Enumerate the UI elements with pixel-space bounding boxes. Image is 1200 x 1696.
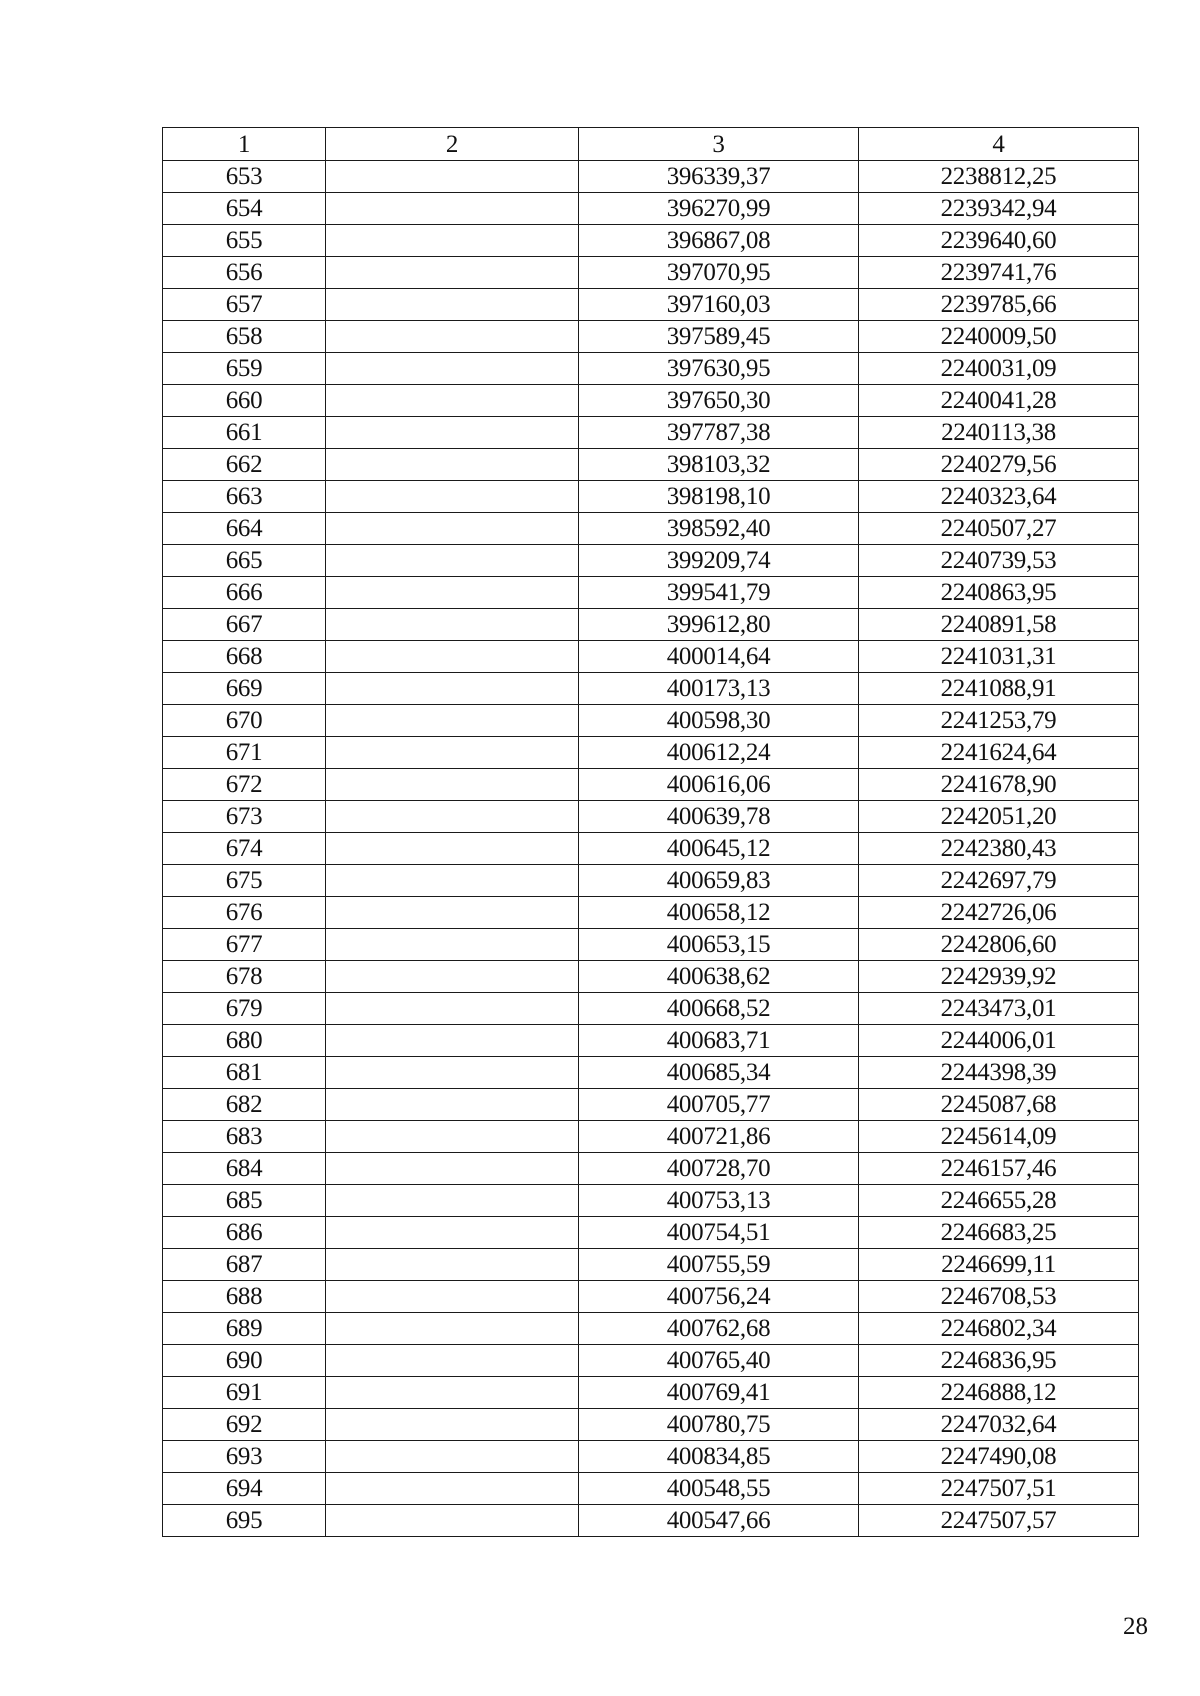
y-coordinate-cell: 2244398,39 [859,1057,1139,1089]
empty-cell [326,865,579,897]
empty-cell [326,1025,579,1057]
empty-cell [326,929,579,961]
table-row [163,161,1139,193]
point-number-cell: 667 [163,609,326,641]
point-number-cell: 688 [163,1281,326,1313]
y-coordinate-cell: 2241253,79 [859,705,1139,737]
empty-cell [326,1441,579,1473]
x-coordinate-cell: 400721,86 [579,1121,859,1153]
empty-cell [326,1057,579,1089]
table-row [163,609,1139,641]
x-coordinate-cell: 400753,13 [579,1185,859,1217]
table-row [163,801,1139,833]
table-row [163,577,1139,609]
x-coordinate-cell: 397787,38 [579,417,859,449]
table-row [163,385,1139,417]
y-coordinate-cell: 2246699,11 [859,1249,1139,1281]
x-coordinate-cell: 400754,51 [579,1217,859,1249]
point-number-cell: 654 [163,193,326,225]
table-row [163,1313,1139,1345]
point-number-cell: 660 [163,385,326,417]
point-number-cell: 694 [163,1473,326,1505]
point-number-cell: 695 [163,1505,326,1537]
y-coordinate-cell: 2240279,56 [859,449,1139,481]
table-row [163,481,1139,513]
y-coordinate-cell: 2246157,46 [859,1153,1139,1185]
x-coordinate-cell: 400755,59 [579,1249,859,1281]
empty-cell [326,833,579,865]
table-row [163,833,1139,865]
empty-cell [326,481,579,513]
y-coordinate-cell: 2247032,64 [859,1409,1139,1441]
x-coordinate-cell: 400612,24 [579,737,859,769]
y-coordinate-cell: 2246683,25 [859,1217,1139,1249]
empty-cell [326,385,579,417]
y-coordinate-cell: 2241088,91 [859,673,1139,705]
empty-cell [326,289,579,321]
table-row [163,1505,1139,1537]
x-coordinate-cell: 400173,13 [579,673,859,705]
table-row [163,353,1139,385]
table-row [163,513,1139,545]
empty-cell [326,225,579,257]
table-row [163,641,1139,673]
empty-cell [326,1313,579,1345]
table-row [163,257,1139,289]
point-number-cell: 686 [163,1217,326,1249]
y-coordinate-cell: 2246836,95 [859,1345,1139,1377]
y-coordinate-cell: 2239741,76 [859,257,1139,289]
column-header-1: 1 [163,128,326,161]
point-number-cell: 665 [163,545,326,577]
x-coordinate-cell: 400668,52 [579,993,859,1025]
point-number-cell: 679 [163,993,326,1025]
point-number-cell: 690 [163,1345,326,1377]
x-coordinate-cell: 400638,62 [579,961,859,993]
empty-cell [326,1249,579,1281]
x-coordinate-cell: 400645,12 [579,833,859,865]
table-row [163,1089,1139,1121]
x-coordinate-cell: 400756,24 [579,1281,859,1313]
x-coordinate-cell: 400659,83 [579,865,859,897]
y-coordinate-cell: 2242939,92 [859,961,1139,993]
table-row [163,1121,1139,1153]
empty-cell [326,257,579,289]
point-number-cell: 674 [163,833,326,865]
table-row [163,929,1139,961]
table-row [163,449,1139,481]
point-number-cell: 693 [163,1441,326,1473]
point-number-cell: 685 [163,1185,326,1217]
y-coordinate-cell: 2240009,50 [859,321,1139,353]
empty-cell [326,417,579,449]
empty-cell [326,705,579,737]
table-row [163,673,1139,705]
x-coordinate-cell: 398198,10 [579,481,859,513]
point-number-cell: 684 [163,1153,326,1185]
empty-cell [326,673,579,705]
empty-cell [326,1345,579,1377]
y-coordinate-cell: 2240323,64 [859,481,1139,513]
empty-cell [326,577,579,609]
y-coordinate-cell: 2245614,09 [859,1121,1139,1153]
y-coordinate-cell: 2239640,60 [859,225,1139,257]
empty-cell [326,545,579,577]
point-number-cell: 673 [163,801,326,833]
table-row [163,1377,1139,1409]
x-coordinate-cell: 400769,41 [579,1377,859,1409]
y-coordinate-cell: 2247490,08 [859,1441,1139,1473]
x-coordinate-cell: 400639,78 [579,801,859,833]
point-number-cell: 658 [163,321,326,353]
x-coordinate-cell: 396867,08 [579,225,859,257]
y-coordinate-cell: 2242697,79 [859,865,1139,897]
empty-cell [326,1377,579,1409]
y-coordinate-cell: 2240891,58 [859,609,1139,641]
y-coordinate-cell: 2243473,01 [859,993,1139,1025]
y-coordinate-cell: 2242726,06 [859,897,1139,929]
empty-cell [326,737,579,769]
point-number-cell: 671 [163,737,326,769]
y-coordinate-cell: 2240507,27 [859,513,1139,545]
table-row [163,1025,1139,1057]
y-coordinate-cell: 2240739,53 [859,545,1139,577]
empty-cell [326,1185,579,1217]
empty-cell [326,769,579,801]
table-body [163,161,1139,1537]
point-number-cell: 677 [163,929,326,961]
y-coordinate-cell: 2240113,38 [859,417,1139,449]
x-coordinate-cell: 397630,95 [579,353,859,385]
x-coordinate-cell: 397070,95 [579,257,859,289]
column-header-2: 2 [326,128,579,161]
table-row [163,1057,1139,1089]
table-row [163,737,1139,769]
y-coordinate-cell: 2240031,09 [859,353,1139,385]
x-coordinate-cell: 400598,30 [579,705,859,737]
table-row [163,545,1139,577]
column-header-3: 3 [579,128,859,161]
table-row [163,1153,1139,1185]
table-row [163,417,1139,449]
x-coordinate-cell: 400765,40 [579,1345,859,1377]
x-coordinate-cell: 396339,37 [579,161,859,193]
point-number-cell: 687 [163,1249,326,1281]
y-coordinate-cell: 2241678,90 [859,769,1139,801]
table-row [163,1185,1139,1217]
point-number-cell: 662 [163,449,326,481]
table-row [163,1345,1139,1377]
table-row [163,225,1139,257]
table-row [163,321,1139,353]
empty-cell [326,513,579,545]
y-coordinate-cell: 2241624,64 [859,737,1139,769]
table-row [163,1217,1139,1249]
point-number-cell: 670 [163,705,326,737]
table-row [163,993,1139,1025]
y-coordinate-cell: 2242051,20 [859,801,1139,833]
y-coordinate-cell: 2245087,68 [859,1089,1139,1121]
table-row [163,961,1139,993]
y-coordinate-cell: 2246655,28 [859,1185,1139,1217]
point-number-cell: 659 [163,353,326,385]
x-coordinate-cell: 397589,45 [579,321,859,353]
x-coordinate-cell: 400762,68 [579,1313,859,1345]
table-row [163,1409,1139,1441]
x-coordinate-cell: 399541,79 [579,577,859,609]
x-coordinate-cell: 400685,34 [579,1057,859,1089]
point-number-cell: 691 [163,1377,326,1409]
table-header [163,128,1139,161]
x-coordinate-cell: 400780,75 [579,1409,859,1441]
empty-cell [326,193,579,225]
point-number-cell: 692 [163,1409,326,1441]
page-number: 28 [1123,1613,1148,1640]
empty-cell [326,1217,579,1249]
empty-cell [326,1505,579,1537]
point-number-cell: 681 [163,1057,326,1089]
table-row [163,897,1139,929]
point-number-cell: 661 [163,417,326,449]
y-coordinate-cell: 2247507,51 [859,1473,1139,1505]
x-coordinate-cell: 399209,74 [579,545,859,577]
x-coordinate-cell: 400658,12 [579,897,859,929]
empty-cell [326,801,579,833]
point-number-cell: 656 [163,257,326,289]
y-coordinate-cell: 2238812,25 [859,161,1139,193]
table-row [163,705,1139,737]
empty-cell [326,353,579,385]
y-coordinate-cell: 2240041,28 [859,385,1139,417]
y-coordinate-cell: 2241031,31 [859,641,1139,673]
point-number-cell: 680 [163,1025,326,1057]
y-coordinate-cell: 2246708,53 [859,1281,1139,1313]
point-number-cell: 682 [163,1089,326,1121]
x-coordinate-cell: 400683,71 [579,1025,859,1057]
x-coordinate-cell: 397160,03 [579,289,859,321]
x-coordinate-cell: 400834,85 [579,1441,859,1473]
empty-cell [326,1473,579,1505]
point-number-cell: 663 [163,481,326,513]
point-number-cell: 676 [163,897,326,929]
empty-cell [326,1153,579,1185]
point-number-cell: 675 [163,865,326,897]
x-coordinate-cell: 400653,15 [579,929,859,961]
empty-cell [326,961,579,993]
x-coordinate-cell: 400547,66 [579,1505,859,1537]
coordinates-table [162,127,1139,1537]
point-number-cell: 668 [163,641,326,673]
x-coordinate-cell: 398592,40 [579,513,859,545]
y-coordinate-cell: 2246802,34 [859,1313,1139,1345]
x-coordinate-cell: 396270,99 [579,193,859,225]
point-number-cell: 672 [163,769,326,801]
point-number-cell: 689 [163,1313,326,1345]
table-row [163,1473,1139,1505]
y-coordinate-cell: 2239342,94 [859,193,1139,225]
x-coordinate-cell: 400548,55 [579,1473,859,1505]
y-coordinate-cell: 2239785,66 [859,289,1139,321]
y-coordinate-cell: 2242806,60 [859,929,1139,961]
empty-cell [326,1409,579,1441]
x-coordinate-cell: 400014,64 [579,641,859,673]
x-coordinate-cell: 400705,77 [579,1089,859,1121]
empty-cell [326,161,579,193]
column-header-4: 4 [859,128,1139,161]
y-coordinate-cell: 2240863,95 [859,577,1139,609]
y-coordinate-cell: 2244006,01 [859,1025,1139,1057]
table-row [163,193,1139,225]
header-row [163,128,1139,161]
table-row [163,769,1139,801]
point-number-cell: 678 [163,961,326,993]
x-coordinate-cell: 397650,30 [579,385,859,417]
x-coordinate-cell: 399612,80 [579,609,859,641]
table-row [163,289,1139,321]
empty-cell [326,1281,579,1313]
point-number-cell: 655 [163,225,326,257]
y-coordinate-cell: 2242380,43 [859,833,1139,865]
x-coordinate-cell: 400616,06 [579,769,859,801]
empty-cell [326,449,579,481]
point-number-cell: 683 [163,1121,326,1153]
empty-cell [326,993,579,1025]
table-row [163,1249,1139,1281]
empty-cell [326,641,579,673]
point-number-cell: 664 [163,513,326,545]
empty-cell [326,897,579,929]
point-number-cell: 653 [163,161,326,193]
table-row [163,1281,1139,1313]
point-number-cell: 657 [163,289,326,321]
empty-cell [326,321,579,353]
point-number-cell: 669 [163,673,326,705]
table-row [163,1441,1139,1473]
empty-cell [326,1089,579,1121]
empty-cell [326,1121,579,1153]
y-coordinate-cell: 2247507,57 [859,1505,1139,1537]
point-number-cell: 666 [163,577,326,609]
x-coordinate-cell: 398103,32 [579,449,859,481]
table-row [163,865,1139,897]
x-coordinate-cell: 400728,70 [579,1153,859,1185]
y-coordinate-cell: 2246888,12 [859,1377,1139,1409]
empty-cell [326,609,579,641]
